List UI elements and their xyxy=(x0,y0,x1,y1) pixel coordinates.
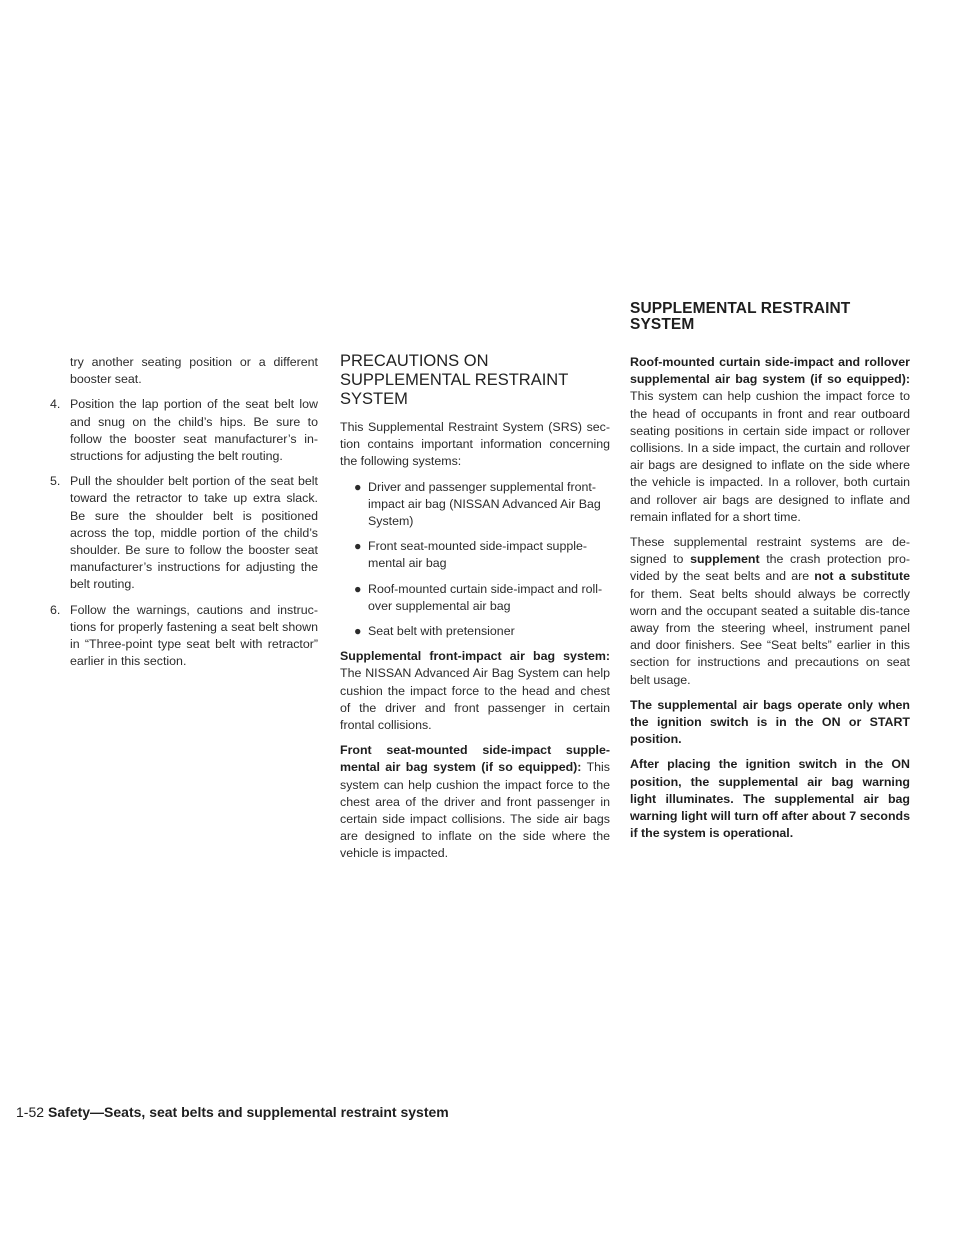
precautions-heading xyxy=(340,352,610,409)
column-left xyxy=(50,354,318,678)
front-impact-paragraph xyxy=(340,648,610,734)
curtain-airbag-label: Roof-mounted curtain side-impact and rollover supplemental air bag system (if so equipped): xyxy=(630,355,910,387)
list-item-continuation xyxy=(50,354,318,388)
list-item-number: 6. xyxy=(50,602,61,617)
bullet-text: Roof-mounted curtain side-impact and roll-over supplemental air bag xyxy=(368,581,603,613)
supplement-paragraph xyxy=(630,534,910,689)
warning-light-note xyxy=(630,756,910,842)
list-item-text: Position the lap portion of the seat belt low and snug on the child’s hips. Be sure to follow the booster seat manufacturer’s in-structions for adjusting the belt routing. xyxy=(70,397,318,464)
bullet-item xyxy=(354,538,610,572)
side-impact-label: Front seat-mounted side-impact supple-mental air bag system (if so equipped): xyxy=(340,743,610,775)
section-title-line-1: SUPPLEMENTAL RESTRAINT xyxy=(630,300,851,317)
bullet-item xyxy=(354,581,610,615)
curtain-airbag-text: This system can help cushion the impact force to the head of occupants in front and rear outboard seating positions in certain side impact or rollover collisions. In a side impact, the curtain and rollover air bags are designed to inflate on the side where the vehicle is impacted. In a rollover, both curtain and rollover air bags are designed to inflate and remain inflated for a short time. xyxy=(630,389,910,524)
curtain-airbag-paragraph xyxy=(630,354,910,526)
bullet-text: Driver and passenger supplemental front-impact air bag (NISSAN Advanced Air Bag System) xyxy=(368,479,601,529)
intro-paragraph: This Supplemental Restraint System (SRS) sec-tion contains important information concerning the following systems: xyxy=(340,420,610,469)
column-right xyxy=(630,354,910,850)
list-item-number: 4. xyxy=(50,397,61,412)
list-item-text: Pull the shoulder belt portion of the seat belt toward the retractor to take up extra slack. Be sure the shoulder belt is positioned across the top, middle portion of the child’s shoulder. Be sure to follow the booster seat manufacturer’s instructions for adjusting the belt routing. xyxy=(70,474,318,592)
supplement-emphasis: supplement xyxy=(690,552,760,567)
bullet-icon: ● xyxy=(354,479,362,494)
bullet-text: Seat belt with pretensioner xyxy=(368,624,515,639)
list-item-number: 5. xyxy=(50,474,61,489)
list-item xyxy=(50,396,318,465)
bullet-text: Front seat-mounted side-impact supple-mental air bag xyxy=(368,539,588,571)
supplement-text-a: These supplemental restraint systems are de-signed to xyxy=(630,535,910,567)
supplement-text-e: for them. Seat belts should always be correctly worn and the occupant seated a suitable dis-tance away from the steering wheel, instrument panel and door finishers. See “Seat belts” earlier in this section for instructions and precautions on seat belt usage. xyxy=(630,586,910,687)
page-number: 1-52 xyxy=(16,1104,45,1120)
ignition-warning xyxy=(630,697,910,749)
side-impact-text: This system can help cushion the impact force to the chest area of the driver and front passenger in certain side impact collisions. The side air bags are designed to inflate on the side where the vehicle is impacted. xyxy=(340,760,610,861)
bullet-item xyxy=(354,623,610,640)
front-impact-label: Supplemental front-impact air bag system: xyxy=(340,649,610,664)
supplement-text-c: the crash protection pro-vided by the seat belts and are xyxy=(630,552,910,584)
footer-title: Safety—Seats, seat belts and supplemental restraint system xyxy=(48,1104,449,1120)
ignition-warning-text: The supplemental air bags operate only when the ignition switch is in the ON or START position. xyxy=(630,697,910,747)
list-item-text: Follow the warnings, cautions and instruc-tions for properly fastening a seat belt shown in “Three-point type seat belt with retractor” earlier in this section. xyxy=(70,602,318,669)
bullet-icon: ● xyxy=(354,624,362,639)
heading-line-2: SUPPLEMENTAL RESTRAINT xyxy=(340,371,569,389)
front-impact-text: The NISSAN Advanced Air Bag System can help cushion the impact force to the head and chest of the driver and front passenger in certain frontal collisions. xyxy=(340,666,610,733)
section-title xyxy=(630,301,930,333)
side-impact-paragraph xyxy=(340,742,610,862)
page-footer xyxy=(16,1104,449,1120)
section-title-line-2: SYSTEM xyxy=(630,316,695,333)
not-substitute-emphasis: not a substitute xyxy=(814,569,910,584)
bullet-icon: ● xyxy=(354,581,362,596)
bullet-item xyxy=(354,479,610,531)
column-middle xyxy=(340,354,610,871)
list-item-text: try another seating position or a different booster seat. xyxy=(70,355,318,387)
heading-line-1: PRECAUTIONS ON xyxy=(340,352,489,370)
list-item xyxy=(50,602,318,671)
heading-line-3: SYSTEM xyxy=(340,390,408,408)
bullet-icon: ● xyxy=(354,539,362,554)
warning-light-text: After placing the ignition switch in the ON position, the supplemental air bag warning light illuminates. The supplemental air bag warning light will turn off after about 7 seconds if the system is operational. xyxy=(630,757,910,841)
list-item xyxy=(50,473,318,593)
